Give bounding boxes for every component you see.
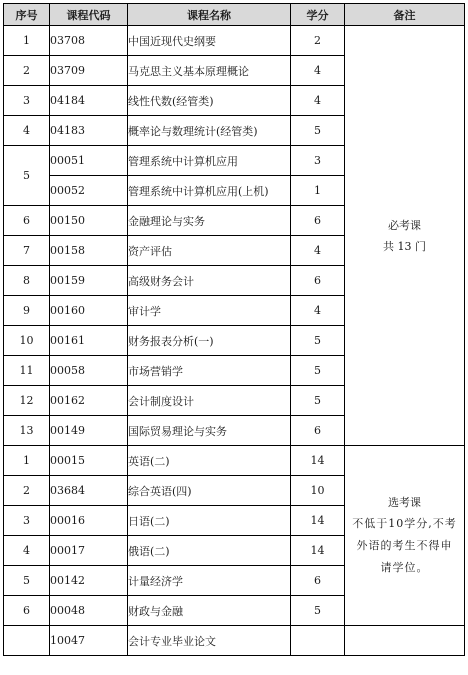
code-cell: 00159 — [50, 266, 128, 296]
credit-cell: 1 — [291, 176, 345, 206]
seq-cell: 5 — [4, 566, 50, 596]
seq-cell: 6 — [4, 206, 50, 236]
code-cell: 00048 — [50, 596, 128, 626]
code-cell: 00015 — [50, 446, 128, 476]
name-cell: 国际贸易理论与实务 — [128, 416, 291, 446]
table-row — [4, 626, 465, 656]
required-note-cell — [345, 26, 465, 446]
code-cell: 04184 — [50, 86, 128, 116]
credit-cell: 10 — [291, 476, 345, 506]
credit-cell: 4 — [291, 56, 345, 86]
seq-cell: 4 — [4, 116, 50, 146]
code-cell: 03709 — [50, 56, 128, 86]
credit-cell: 14 — [291, 506, 345, 536]
name-cell: 计量经济学 — [128, 566, 291, 596]
required-note-title: 必考课 — [388, 218, 421, 232]
elective-note-line: 外语的考生不得申 — [356, 539, 453, 552]
seq-cell — [4, 626, 50, 656]
header-credit: 学分 — [291, 4, 345, 26]
code-cell: 00161 — [50, 326, 128, 356]
credit-cell: 6 — [291, 266, 345, 296]
name-cell: 财务报表分析(一) — [128, 326, 291, 356]
code-cell: 00058 — [50, 356, 128, 386]
code-cell: 00017 — [50, 536, 128, 566]
code-cell: 00052 — [50, 176, 128, 206]
code-cell: 00150 — [50, 206, 128, 236]
name-cell: 概率论与数理统计(经管类) — [128, 116, 291, 146]
code-cell: 00051 — [50, 146, 128, 176]
code-cell: 00149 — [50, 416, 128, 446]
name-cell: 高级财务会计 — [128, 266, 291, 296]
elective-note-line: 不低于10学分,不考 — [352, 517, 457, 530]
seq-cell: 11 — [4, 356, 50, 386]
name-cell: 马克思主义基本原理概论 — [128, 56, 291, 86]
seq-cell: 2 — [4, 56, 50, 86]
credit-cell: 4 — [291, 236, 345, 266]
name-cell: 会计制度设计 — [128, 386, 291, 416]
seq-cell: 3 — [4, 506, 50, 536]
seq-cell: 2 — [4, 476, 50, 506]
name-cell: 市场营销学 — [128, 356, 291, 386]
header-seq: 序号 — [4, 4, 50, 26]
credit-cell: 14 — [291, 446, 345, 476]
code-cell: 00162 — [50, 386, 128, 416]
name-cell: 日语(二) — [128, 506, 291, 536]
name-cell: 管理系统中计算机应用 — [128, 146, 291, 176]
header-row — [4, 4, 465, 26]
code-cell: 04183 — [50, 116, 128, 146]
name-cell: 审计学 — [128, 296, 291, 326]
seq-cell: 10 — [4, 326, 50, 356]
elective-note-cell — [345, 446, 465, 626]
seq-cell: 12 — [4, 386, 50, 416]
seq-cell: 1 — [4, 446, 50, 476]
header-name: 课程名称 — [128, 4, 291, 26]
seq-cell: 8 — [4, 266, 50, 296]
table-row — [4, 446, 465, 476]
header-code: 课程代码 — [50, 4, 128, 26]
required-note-count: 共 13 门 — [383, 239, 426, 253]
name-cell: 金融理论与实务 — [128, 206, 291, 236]
seq-cell: 7 — [4, 236, 50, 266]
credit-cell: 5 — [291, 386, 345, 416]
name-cell: 财政与金融 — [128, 596, 291, 626]
elective-note-title: 选考课 — [388, 496, 421, 509]
credit-cell: 5 — [291, 116, 345, 146]
header-note: 备注 — [345, 4, 465, 26]
name-cell: 管理系统中计算机应用(上机) — [128, 176, 291, 206]
code-cell: 10047 — [50, 626, 128, 656]
credit-cell: 6 — [291, 206, 345, 236]
seq-cell: 9 — [4, 296, 50, 326]
elective-note-line: 请学位。 — [380, 561, 429, 574]
name-cell: 英语(二) — [128, 446, 291, 476]
name-cell: 线性代数(经管类) — [128, 86, 291, 116]
thesis-note-cell — [345, 626, 465, 656]
seq-cell: 13 — [4, 416, 50, 446]
seq-cell: 5 — [4, 146, 50, 206]
credit-cell: 6 — [291, 416, 345, 446]
code-cell: 03708 — [50, 26, 128, 56]
code-cell: 00142 — [50, 566, 128, 596]
name-cell: 资产评估 — [128, 236, 291, 266]
name-cell: 会计专业毕业论文 — [128, 626, 291, 656]
seq-cell: 6 — [4, 596, 50, 626]
name-cell: 中国近现代史纲要 — [128, 26, 291, 56]
credit-cell — [291, 626, 345, 656]
table-row — [4, 26, 465, 56]
code-cell: 03684 — [50, 476, 128, 506]
credit-cell: 5 — [291, 356, 345, 386]
credit-cell: 4 — [291, 86, 345, 116]
credit-cell: 4 — [291, 296, 345, 326]
credit-cell: 5 — [291, 326, 345, 356]
code-cell: 00158 — [50, 236, 128, 266]
seq-cell: 3 — [4, 86, 50, 116]
credit-cell: 6 — [291, 566, 345, 596]
seq-cell: 4 — [4, 536, 50, 566]
code-cell: 00016 — [50, 506, 128, 536]
credit-cell: 5 — [291, 596, 345, 626]
credit-cell: 2 — [291, 26, 345, 56]
name-cell: 俄语(二) — [128, 536, 291, 566]
curriculum-table — [3, 3, 465, 656]
seq-cell: 1 — [4, 26, 50, 56]
name-cell: 综合英语(四) — [128, 476, 291, 506]
code-cell: 00160 — [50, 296, 128, 326]
credit-cell: 3 — [291, 146, 345, 176]
credit-cell: 14 — [291, 536, 345, 566]
